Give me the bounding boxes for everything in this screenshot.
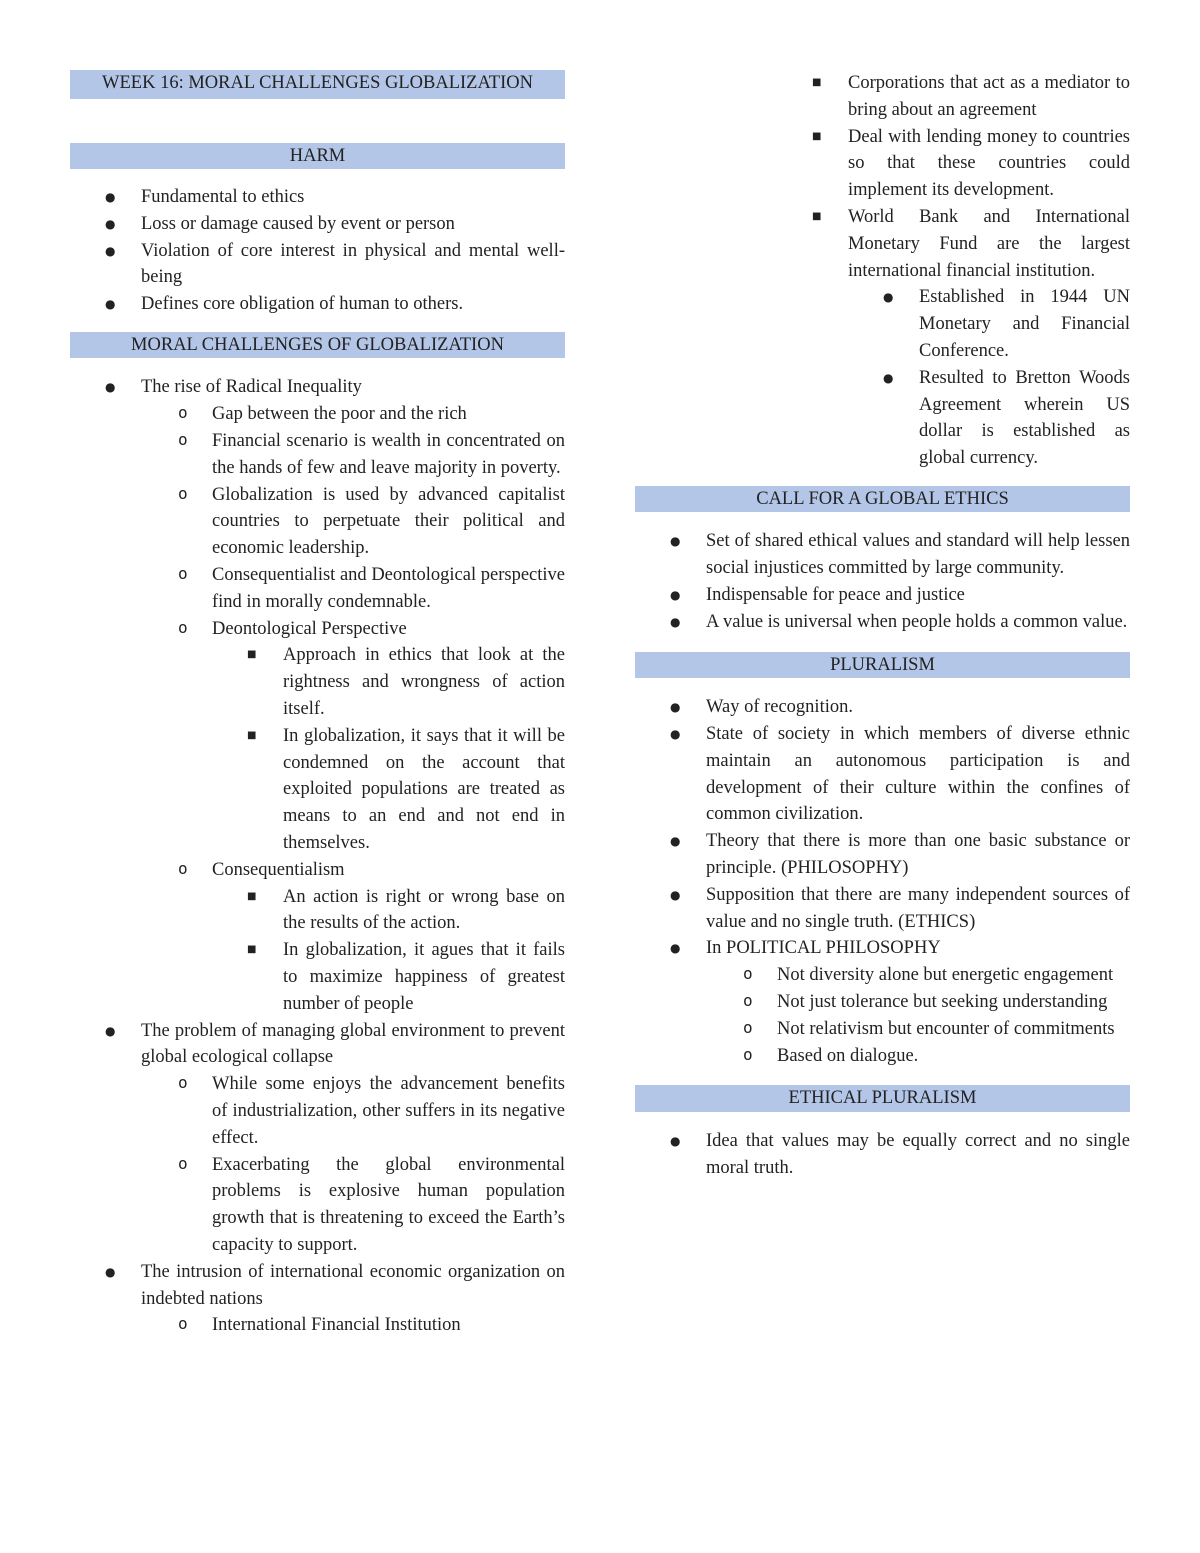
list-item: o Consequentialist and Deontological perspective find in morally condemnable. [141, 562, 565, 616]
list-item: ● Indispensable for peace and justice [635, 582, 1130, 609]
deontological-label: Deontological Perspective [212, 618, 407, 639]
list-item: ● Way of recognition. [635, 694, 1130, 721]
global-ethics-heading: CALL FOR A GLOBAL ETHICS [635, 486, 1130, 513]
page-title: WEEK 16: MORAL CHALLENGES GLOBALIZATION [70, 70, 565, 99]
pluralism-heading: PLURALISM [635, 652, 1130, 679]
list-item [70, 1018, 565, 1259]
harm-list [70, 184, 565, 318]
moral-challenges-heading: MORAL CHALLENGES OF GLOBALIZATION [70, 332, 565, 359]
list-item [141, 616, 565, 857]
list-item: ● Loss or damage caused by event or person [70, 211, 565, 238]
list-item: ● A value is universal when people holds a common value. [635, 609, 1130, 636]
political-philosophy-label: In POLITICAL PHILOSOPHY [706, 938, 941, 959]
list-item: o Exacerbating the global environmental problems is explosive human population growth that is threatening to exceed the Earth’s capacity to support. [141, 1152, 565, 1259]
consequentialism-sublist [212, 884, 565, 1018]
political-philosophy-sublist [706, 962, 1130, 1069]
list-item [777, 204, 1130, 284]
intrusion-label: The intrusion of international economic organization on indebted nations [141, 1261, 565, 1309]
list-item [635, 935, 1130, 1069]
list-item: o Based on dialogue. [706, 1043, 1130, 1070]
list-item: ● State of society in which members of diverse ethnic maintain an autonomous participation is and development of their culture within the confines of common civilization. [635, 721, 1130, 828]
list-item: o While some enjoys the advancement benefits of industrialization, other suffers in its negative effect. [141, 1071, 565, 1151]
list-item: o Not just tolerance but seeking understanding [706, 989, 1130, 1016]
list-item: ● Set of shared ethical values and standard will help lessen social injustices committed by large community. [635, 528, 1130, 582]
radical-inequality-label: The rise of Radical Inequality [141, 377, 362, 398]
list-item: ● Defines core obligation of human to others. [70, 291, 565, 318]
list-item: ● Theory that there is more than one basic substance or principle. (PHILOSOPHY) [635, 828, 1130, 882]
left-column [70, 70, 565, 1339]
list-item: ■ Approach in ethics that look at the rightness and wrongness of action itself. [212, 642, 565, 722]
harm-heading: HARM [70, 143, 565, 170]
moral-challenges-list [70, 374, 565, 1339]
list-item: ● Fundamental to ethics [70, 184, 565, 211]
global-ethics-list [635, 528, 1130, 635]
list-item: ■ An action is right or wrong base on the results of the action. [212, 884, 565, 938]
environment-sublist [141, 1071, 565, 1259]
list-item: ■ Corporations that act as a mediator to bring about an agreement [777, 70, 1130, 124]
list-item: o Financial scenario is wealth in concentrated on the hands of few and leave majority in poverty. [141, 428, 565, 482]
environment-label: The problem of managing global environment to prevent global ecological collapse [141, 1020, 565, 1068]
radical-inequality-sublist [141, 401, 565, 1017]
list-item: ● Supposition that there are many independent sources of value and no single truth. (ETHICS) [635, 882, 1130, 936]
list-item: ■ In globalization, it agues that it fails to maximize happiness of greatest number of people [212, 937, 565, 1017]
deontological-sublist [212, 642, 565, 856]
ethical-pluralism-list [635, 1128, 1130, 1182]
ifi-list [777, 70, 1130, 284]
pluralism-list [635, 694, 1130, 1069]
list-item: o Not relativism but encounter of commitments [706, 1016, 1130, 1043]
list-item: ● Resulted to Bretton Woods Agreement wherein US dollar is established as global currency. [848, 365, 1130, 472]
list-item: ■ Deal with lending money to countries so that these countries could implement its development. [777, 124, 1130, 204]
list-item: o Globalization is used by advanced capitalist countries to perpetuate their political and economic leadership. [141, 482, 565, 562]
list-item: ● Established in 1944 UN Monetary and Financial Conference. [848, 284, 1130, 364]
consequentialism-label: Consequentialism [212, 859, 345, 880]
list-item: o Not diversity alone but energetic engagement [706, 962, 1130, 989]
right-column [635, 70, 1130, 1181]
list-item [70, 1259, 565, 1339]
list-item: ● Idea that values may be equally correct and no single moral truth. [635, 1128, 1130, 1182]
ethical-pluralism-heading: ETHICAL PLURALISM [635, 1085, 1130, 1112]
list-item: ■ In globalization, it says that it will be condemned on the account that exploited populations are treated as means to an end and not end in themselves. [212, 723, 565, 857]
intrusion-sublist [141, 1312, 565, 1339]
world-bank-label: World Bank and International Monetary Fund are the largest international financial institution. [848, 206, 1130, 281]
list-item [141, 857, 565, 1018]
list-item: o International Financial Institution [141, 1312, 565, 1339]
world-bank-sublist [848, 284, 1130, 472]
list-item: o Gap between the poor and the rich [141, 401, 565, 428]
list-item: ● Violation of core interest in physical and mental well-being [70, 238, 565, 292]
list-item [70, 374, 565, 1017]
